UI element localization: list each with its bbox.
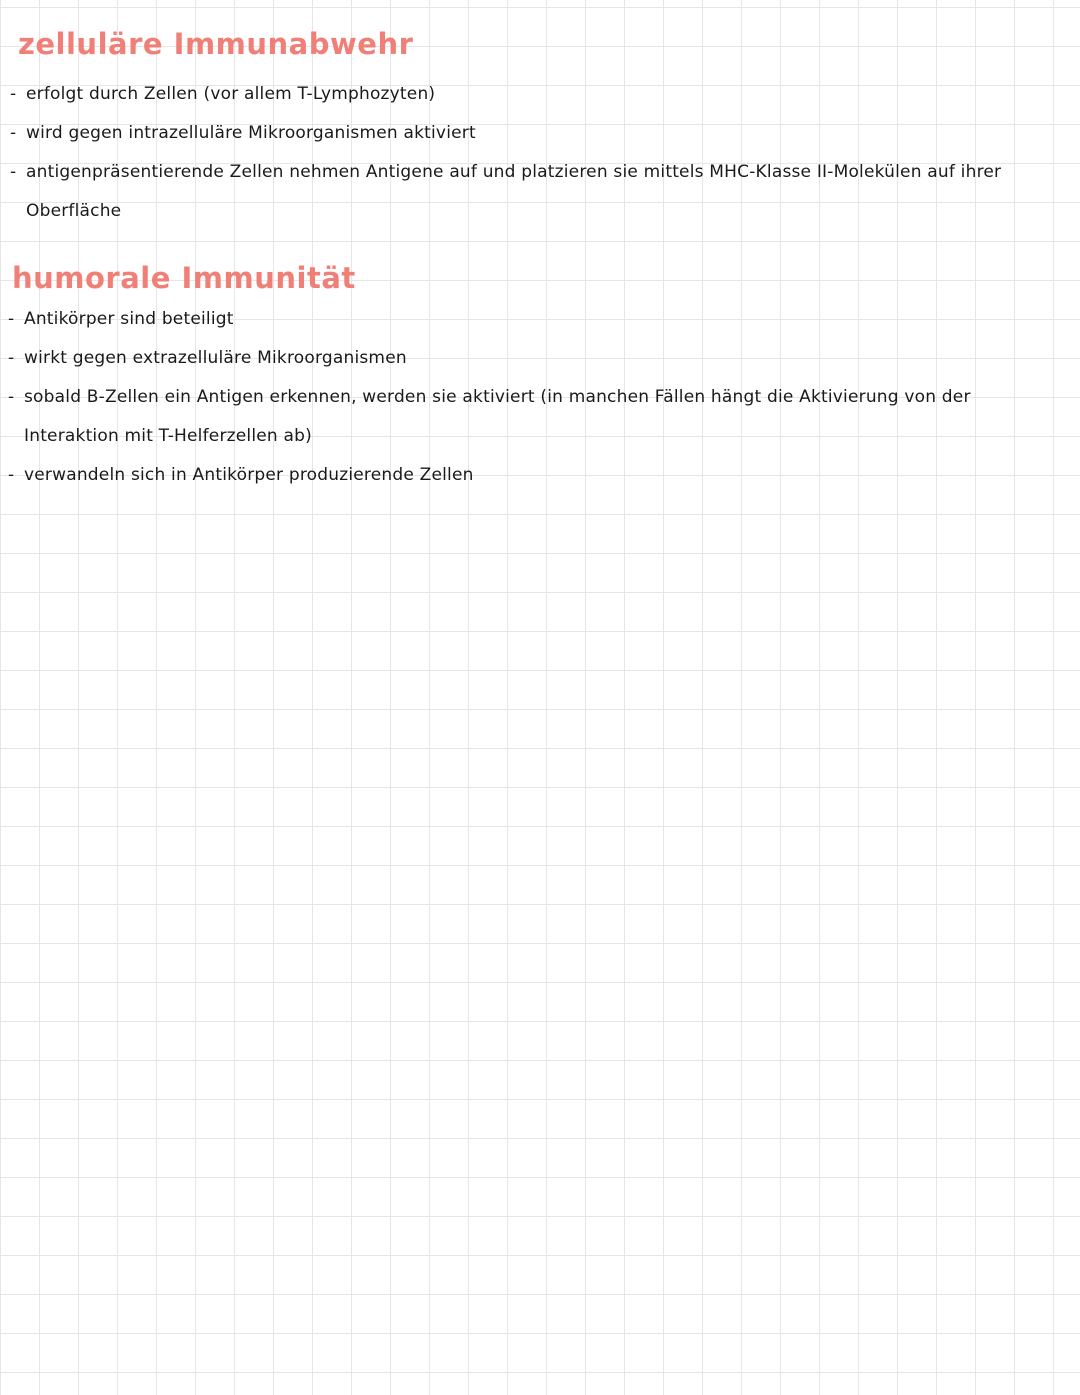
dash-marker: - xyxy=(10,162,17,182)
bullet-item xyxy=(0,456,1080,495)
bullet-list xyxy=(0,75,1080,231)
dash-marker: - xyxy=(8,465,15,485)
bullet-list xyxy=(0,300,1080,495)
bullet-text: wird gegen intrazelluläre Mikroorganismen aktiviert xyxy=(26,123,476,143)
bullet-item xyxy=(0,300,1080,339)
bullet-text: sobald B-Zellen ein Antigen erkennen, werden sie aktiviert (in manchen Fällen hängt die Aktivierung von der Interaktion mit T-Helferzellen ab) xyxy=(24,387,971,446)
bullet-text: verwandeln sich in Antikörper produzierende Zellen xyxy=(24,465,474,485)
section-humorale-immunitaet xyxy=(0,256,1080,495)
section-heading: humorale Immunität xyxy=(12,261,356,295)
section-heading: zelluläre Immunabwehr xyxy=(18,27,414,61)
bullet-text: antigenpräsentierende Zellen nehmen Antigene auf und platzieren sie mittels MHC-Klasse II-Molekülen auf ihrer Oberfläche xyxy=(26,162,1002,221)
dash-marker: - xyxy=(8,387,15,407)
dash-marker: - xyxy=(10,123,17,143)
bullet-item xyxy=(0,378,1080,456)
bullet-text: erfolgt durch Zellen (vor allem T-Lymphozyten) xyxy=(26,84,436,104)
dash-marker: - xyxy=(8,348,15,368)
bullet-item xyxy=(0,339,1080,378)
bullet-item xyxy=(0,153,1080,231)
bullet-text: Antikörper sind beteiligt xyxy=(24,309,234,329)
dash-marker: - xyxy=(8,309,15,329)
bullet-item xyxy=(0,114,1080,153)
bullet-text: wirkt gegen extrazelluläre Mikroorganismen xyxy=(24,348,407,368)
bullet-item xyxy=(0,75,1080,114)
section-zellulaere-immunabwehr xyxy=(0,22,1080,231)
dash-marker: - xyxy=(10,84,17,104)
